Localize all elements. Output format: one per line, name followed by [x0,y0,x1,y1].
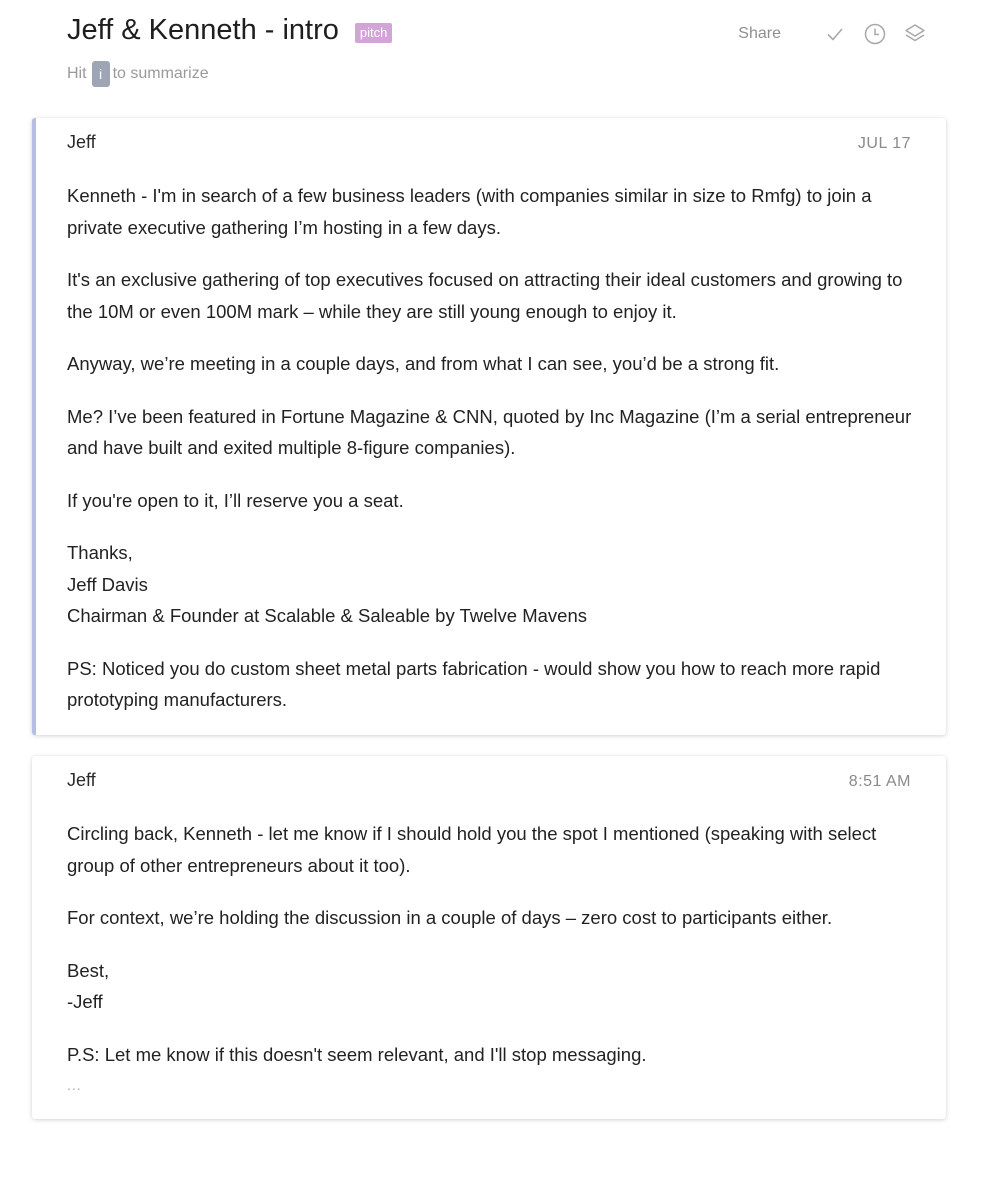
postscript: P.S: Let me know if this doesn't seem relevant, and I'll stop messaging. [67,1043,647,1065]
hint-suffix: to summarize [112,65,209,82]
sender-name: Jeff [67,770,96,790]
message-card[interactable] [32,118,946,735]
signature-line: Best, [67,959,110,981]
thread-header [67,14,927,94]
message-paragraph: Me? I’ve been featured in Fortune Magazine & CNN, quoted by Inc Magazine (I’m a serial entrepreneur and have built and exited multiple 8-figure companies). [67,405,912,458]
hint-prefix: Hit [67,65,87,82]
message-body [67,180,912,737]
message-header [67,132,911,158]
message-paragraph: If you're open to it, I’ll reserve you a seat. [67,489,404,511]
label-badge[interactable]: pitch [355,23,392,43]
header-actions [738,22,927,46]
message-header [67,770,911,796]
sender-name: Jeff [67,132,96,152]
signature-line: Jeff Davis [67,573,148,595]
message-paragraph: Kenneth - I'm in search of a few business leaders (with companies similar in size to Rmfg) to join a private executive gathering I’m hosting in a few days. [67,185,872,238]
signature-line: Chairman & Founder at Scalable & Saleable by Twelve Mavens [67,605,587,626]
message-card[interactable] [32,756,946,1119]
clock-icon[interactable] [847,22,887,46]
message-date: 8:51 AM [848,773,911,790]
show-more-ellipsis[interactable]: ... [67,1077,82,1093]
message-body [67,818,912,1091]
message-paragraph: For context, we’re holding the discussion in a couple of days – zero cost to participants either. [67,907,833,928]
check-icon[interactable] [807,22,847,46]
signature-line: -Jeff [67,991,103,1012]
summarize-hint [67,61,927,87]
signature [67,955,912,1018]
message-paragraph: Circling back, Kenneth - let me know if I should hold you the spot I mentioned (speaking with select group of other entrepreneurs about it too). [67,823,877,876]
postscript: PS: Noticed you do custom sheet metal parts fabrication - would show you how to reach more rapid prototyping manufacturers. [67,657,881,710]
thread-title: Jeff & Kenneth - intro [67,14,339,46]
signature [67,537,912,632]
shortcut-key: i [92,61,110,87]
signature-line: Thanks, [67,542,133,563]
message-date: JUL 17 [857,135,911,152]
share-button[interactable]: Share [738,25,781,42]
layers-icon[interactable] [887,22,927,46]
message-paragraph: Anyway, we’re meeting in a couple days, and from what I can see, you’d be a strong fit. [67,353,780,374]
message-paragraph: It's an exclusive gathering of top executives focused on attracting their ideal customers and growing to the 10M or even 100M mark – while they are still young enough to enjoy it. [67,269,903,322]
